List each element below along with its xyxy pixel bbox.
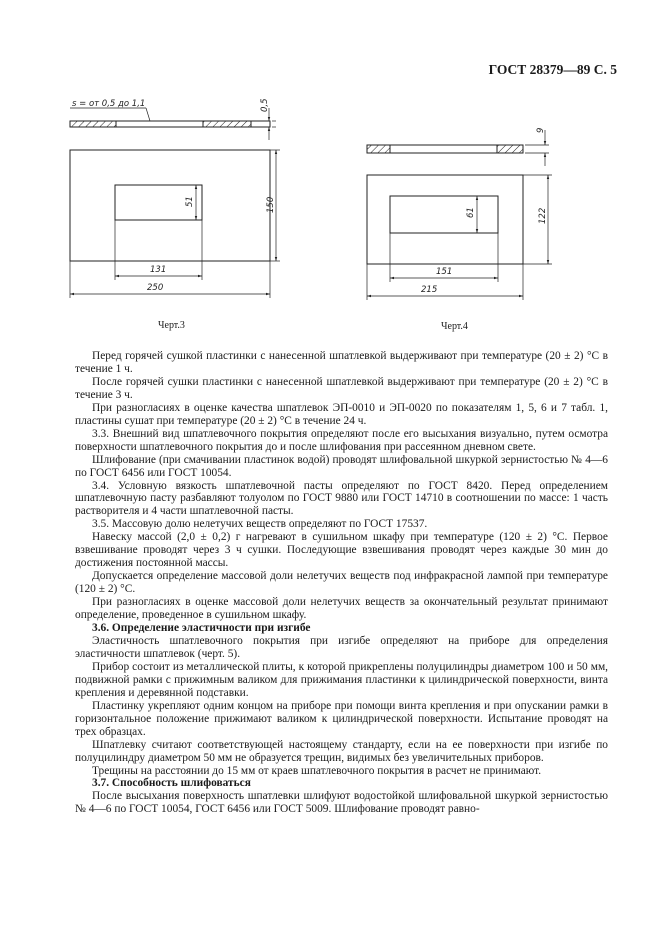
fig3-dim-outer-width: 250 — [147, 283, 164, 293]
fig4-dim-thickness: 9 — [536, 127, 546, 133]
paragraph: Допускается определение массовой доли нелетучих веществ под инфракрасной лампой при температуре (120 ± 2) °С. — [75, 570, 608, 596]
fig4-dim-outer-height: 122 — [538, 207, 548, 224]
fig3-dim-inner-height: 51 — [185, 196, 195, 207]
technical-drawings — [0, 0, 661, 340]
paragraph: После горячей сушки пластинки с нанесенной шпатлевкой выдерживают при температуре (20 ± 2) °С в течение 3 ч. — [75, 375, 608, 401]
paragraph: 3.3. Внешний вид шпатлевочного покрытия определяют после его высыхания визуально, путем осмотра поверхности шпатлевочного покрытия до и после шлифования при рассеянном дневном свете. — [75, 427, 608, 453]
section-heading: 3.7. Способность шлифоваться — [92, 777, 251, 790]
paragraph: Прибор состоит из металлической плиты, к которой прикреплены полуцилиндры диаметром 100 и 50 мм, подвижной рамки с прижимным валиком для прижимания пластинки к цилиндрической поверхности, винта крепления и деревянной подставки. — [75, 660, 608, 699]
paragraph: При разногласиях в оценке качества шпатлевок ЭП-0010 и ЭП-0020 по показателям 1, 5, 6 и 7 табл. 1, пластины сушат при температуре (20 ± 2) °С в течение 24 ч. — [75, 401, 608, 427]
paragraph: Пластинку укрепляют одним концом на приборе при помощи винта крепления и при опускании рамки в горизонтальное положение прижимают валиком к цилиндрической поверхности. Испытание проводят на трех образцах. — [75, 699, 608, 738]
fig4-dim-outer-width: 215 — [421, 285, 438, 295]
fig3-dim-thickness: 0,5 — [260, 98, 270, 112]
paragraph: Трещины на расстоянии до 15 мм от краев шпатлевочного покрытия в расчет не принимают. — [92, 764, 542, 777]
fig4-section-hatch-left — [367, 145, 390, 153]
body-text — [75, 350, 608, 816]
figure-3-caption: Черт.3 — [158, 320, 185, 331]
fig3-dim-inner-width: 131 — [150, 265, 167, 275]
fig3-dim-outer-height: 150 — [266, 196, 276, 213]
figure-3 — [70, 98, 280, 298]
paragraph: Перед горячей сушкой пластинки с нанесенной шпатлевкой выдерживают при температуре (20 ± 2) °С в течение 1 ч. — [75, 350, 608, 375]
figure-4-caption: Черт.4 — [441, 321, 468, 332]
paragraph: Шпатлевку считают соответствующей настоящему стандарту, если на ее поверхности при изгибе по полуцилиндру диаметром 50 мм не образуется трещин, видимых без увеличительных приборов. — [75, 738, 608, 764]
fig3-plate-outline — [70, 150, 270, 261]
fig4-dim-inner-width: 151 — [436, 267, 453, 277]
page-header: ГОСТ 28379—89 С. 5 — [488, 62, 617, 77]
paragraph: 3.5. Массовую долю нелетучих веществ определяют по ГОСТ 17537. — [92, 518, 428, 531]
fig4-inner-rect — [390, 196, 498, 233]
figure-4 — [367, 128, 552, 300]
fig3-section-hatch-left — [70, 121, 116, 127]
fig4-section-hatch-right — [497, 145, 523, 153]
section-heading: 3.6. Определение эластичности при изгибе — [92, 622, 311, 635]
paragraph: При разногласиях в оценке массовой доли нелетучих веществ за окончательный результат принимают определение, проведенное в сушильном шкафу. — [75, 596, 608, 622]
paragraph: Навеску массой (2,0 ± 0,2) г нагревают в сушильном шкафу при температуре (120 ± 2) °С. Первое взвешивание проводят через 3 ч сушки. Последующие взвешивания проводят через каждые 30 мин до достижения постоянной массы. — [75, 531, 608, 570]
paragraph: 3.4. Условную вязкость шпатлевочной пасты определяют по ГОСТ 8420. Перед определением шпатлевочную пасту разбавляют толуолом по ГОСТ 9880 или ГОСТ 14710 в соотношении по массе: 1 часть растворителя и 4 части шпатлевочной пасты. — [75, 479, 608, 518]
paragraph: После высыхания поверхность шпатлевки шлифуют водостойкой шлифовальной шкуркой зернистостью № 4—6 по ГОСТ 10054, ГОСТ 6456 или ГОСТ 5009. Шлифование проводят равно- — [75, 790, 608, 816]
fig4-dim-inner-height: 61 — [466, 207, 476, 218]
paragraph: Эластичность шпатлевочного покрытия при изгибе определяют на приборе для определения эластичности шпатлевок (черт. 5). — [75, 634, 608, 660]
fig3-section-hatch-right — [203, 121, 251, 127]
paragraph: Шлифование (при смачивании пластинок водой) проводят шлифовальной шкуркой зернистостью № 4—6 по ГОСТ 6456 или ГОСТ 10054. — [75, 453, 608, 479]
fig3-thickness-note: s = от 0,5 до 1,1 — [72, 99, 146, 109]
